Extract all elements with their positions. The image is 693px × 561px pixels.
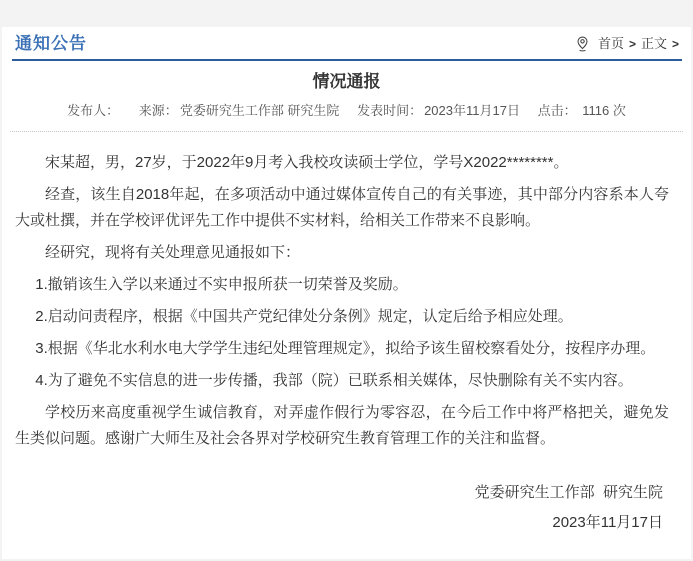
content-card — [2, 27, 691, 559]
list-item-4: 4.为了避免不实信息的进一步传播，我部（院）已联系相关媒体，尽快删除有关不实内容。 — [35, 372, 633, 389]
breadcrumb-separator: > — [671, 37, 679, 51]
meta-hits-value: 1116 次 — [582, 103, 626, 118]
article-body — [2, 132, 691, 452]
breadcrumb-separator: > — [628, 37, 636, 51]
paragraph-findings: 经查，该生自2018年起，在多项活动中通过媒体宣传自己的有关事迹，其中部分内容系本人夸大或杜撰，并在学校评优评先工作中提供不实材料，给相关工作带来不良影响。 — [15, 186, 669, 229]
meta-date-value: 2023年11月17日 — [424, 103, 520, 118]
section-title: 通知公告 — [15, 34, 87, 53]
meta-publisher — [67, 103, 125, 118]
header-rule — [12, 59, 682, 61]
location-pin-icon — [576, 36, 589, 52]
list-item-2: 2.启动问责程序，根据《中国共产党纪律处分条例》规定，认定后给予相应处理。 — [35, 308, 573, 325]
breadcrumb-home-link[interactable]: 首页 — [597, 36, 624, 51]
article-meta — [22, 102, 671, 120]
paragraph-closing: 学校历来高度重视学生诚信教育，对弄虚作假行为零容忍，在今后工作中将严格把关，避免发生类似问题。感谢广大师生及社会各界对学校研究生教育管理工作的关注和监督。 — [15, 404, 669, 447]
meta-source-value: 党委研究生工作部 研究生院 — [179, 103, 340, 118]
paragraph-decision: 经研究，现将有关处理意见通报如下： — [45, 244, 301, 261]
meta-source-label: 来源： — [138, 103, 178, 118]
section-header — [2, 27, 691, 59]
meta-date-label: 发表时间： — [357, 103, 423, 118]
meta-date — [357, 103, 524, 118]
meta-source — [139, 103, 343, 118]
meta-hits-label: 点击： — [537, 103, 577, 118]
breadcrumb — [576, 34, 679, 54]
meta-hits — [538, 103, 626, 118]
meta-publisher-label: 发布人： — [67, 103, 120, 118]
breadcrumb-current-link[interactable]: 正文 — [640, 36, 667, 51]
list-item-3: 3.根据《华北水利水电大学学生违纪处理管理规定》，拟给予该生留校察看处分，按程序办理。 — [35, 340, 656, 357]
list-item-1: 1.撤销该生入学以来通过不实申报所获一切荣誉及奖励。 — [35, 276, 408, 293]
paragraph-intro: 宋某超，男，27岁，于2022年9月考入我校攻读硕士学位，学号X2022********。 — [45, 154, 569, 171]
signature-org: 党委研究生工作部 研究生院 — [474, 484, 663, 501]
signature-block — [2, 480, 691, 536]
article-title: 情况通报 — [312, 72, 381, 91]
signature-date: 2023年11月17日 — [552, 514, 663, 531]
